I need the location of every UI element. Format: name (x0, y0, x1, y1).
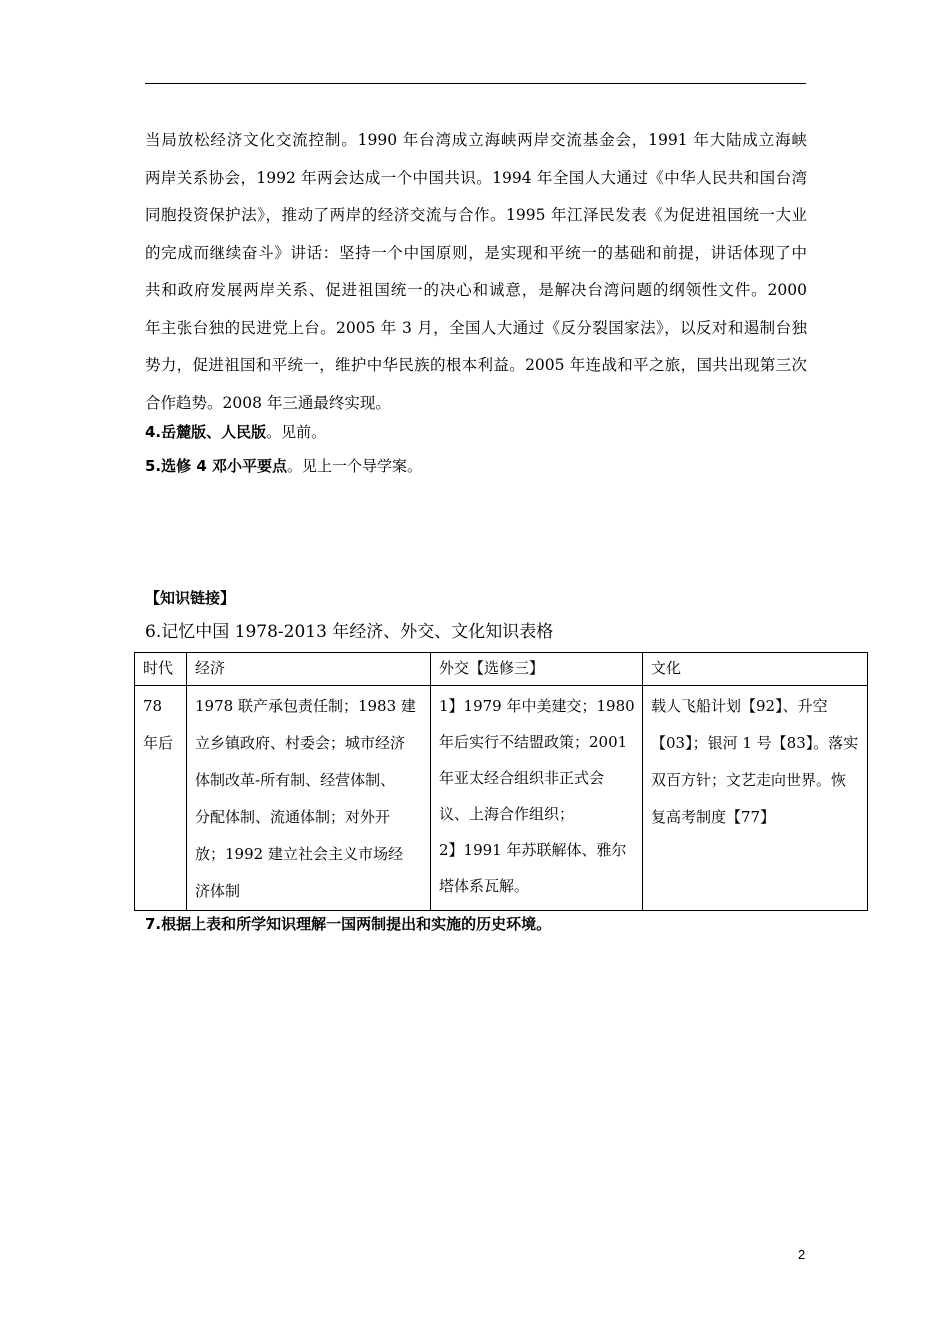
header-economy: 经济 (187, 653, 431, 686)
paragraph-line: 的完成而继续奋斗》讲话：坚持一个中国原则，是实现和平统一的基础和前提，讲话体现了中 (145, 243, 807, 262)
table-title: 6.记忆中国 1978-2013 年经济、外交、文化知识表格 (145, 622, 554, 642)
paragraph-line: 势力，促进祖国和平统一，维护中华民族的根本利益。2005 年连战和平之旅，国共出现第三次 (145, 356, 807, 374)
cell-line: 年后实行不结盟政策；2001 (439, 733, 628, 751)
cell-economy (187, 686, 431, 911)
cell-line: 年亚太经合组织非正式会 (439, 769, 605, 787)
table-row (135, 686, 868, 911)
knowledge-table (134, 652, 868, 911)
cell-line: 双百方针；文艺走向世界。恢 (651, 771, 847, 789)
item-4-heading: 4.岳麓版、人民版 (145, 423, 267, 441)
cell-era (135, 686, 187, 911)
header-diplomacy: 外交【选修三】 (431, 653, 643, 686)
header-era: 时代 (135, 653, 187, 686)
item-5 (145, 456, 422, 476)
cell-line: 78 (143, 697, 163, 715)
cell-line: 【03】；银河 1 号【83】。落实 (651, 734, 859, 752)
item-5-text: 。见上一个导学案。 (287, 457, 423, 475)
cell-line: 2】1991 年苏联解体、雅尔 (439, 841, 627, 859)
cell-line: 1978 联产承包责任制；1983 建 (195, 697, 416, 715)
cell-line: 体制改革-所有制、经营体制、 (195, 771, 396, 789)
paragraph-line: 年主张台独的民进党上台。2005 年 3 月，全国人大通过《反分裂国家法》，以反对和遏制台独 (145, 318, 807, 337)
cell-line: 年后 (143, 734, 174, 752)
cell-line: 复高考制度【77】 (651, 808, 776, 826)
cell-line: 济体制 (195, 882, 241, 900)
paragraph-line: 两岸关系协会，1992 年两会达成一个中国共识。1994 年全国人大通过《中华人民共和国台湾 (145, 168, 807, 187)
cell-diplomacy (431, 686, 643, 911)
paragraph-line: 合作趋势。2008 年三通最终实现。 (145, 393, 391, 412)
knowledge-link-heading: 【知识链接】 (145, 589, 236, 607)
paragraph-line: 当局放松经济文化交流控制。1990 年台湾成立海峡两岸交流基金会，1991 年大陆成立海峡 (145, 131, 807, 149)
item-4-text: 。见前。 (266, 423, 327, 441)
header-rule (145, 83, 806, 84)
paragraph-line: 同胞投资保护法》，推动了两岸的经济交流与合作。1995 年江泽民发表《为促进祖国统一大业 (145, 206, 807, 224)
cell-culture (643, 686, 868, 911)
cell-line: 放；1992 建立社会主义市场经 (195, 845, 403, 863)
table-header-row (135, 653, 868, 686)
header-culture: 文化 (643, 653, 868, 686)
cell-line: 议、上海合作组织； (439, 805, 575, 823)
item-4 (145, 422, 326, 442)
cell-line: 分配体制、流通体制；对外开 (195, 808, 391, 826)
paragraph-line: 共和政府发展两岸关系、促进祖国统一的决心和诚意，是解决台湾问题的纲领性文件。2000 (145, 281, 807, 299)
cell-line: 立乡镇政府、村委会；城市经济 (195, 734, 406, 752)
cell-line: 载人飞船计划【92】、升空 (651, 697, 828, 715)
question-7: 7.根据上表和所学知识理解一国两制提出和实施的历史环境。 (145, 915, 552, 933)
page-number: 2 (798, 1247, 806, 1262)
item-5-heading: 5.选修 4 邓小平要点 (145, 457, 288, 475)
paragraph-taiwan-relations (145, 122, 807, 422)
cell-line: 塔体系瓦解。 (439, 877, 530, 895)
cell-line: 1】1979 年中美建交；1980 (439, 697, 635, 715)
